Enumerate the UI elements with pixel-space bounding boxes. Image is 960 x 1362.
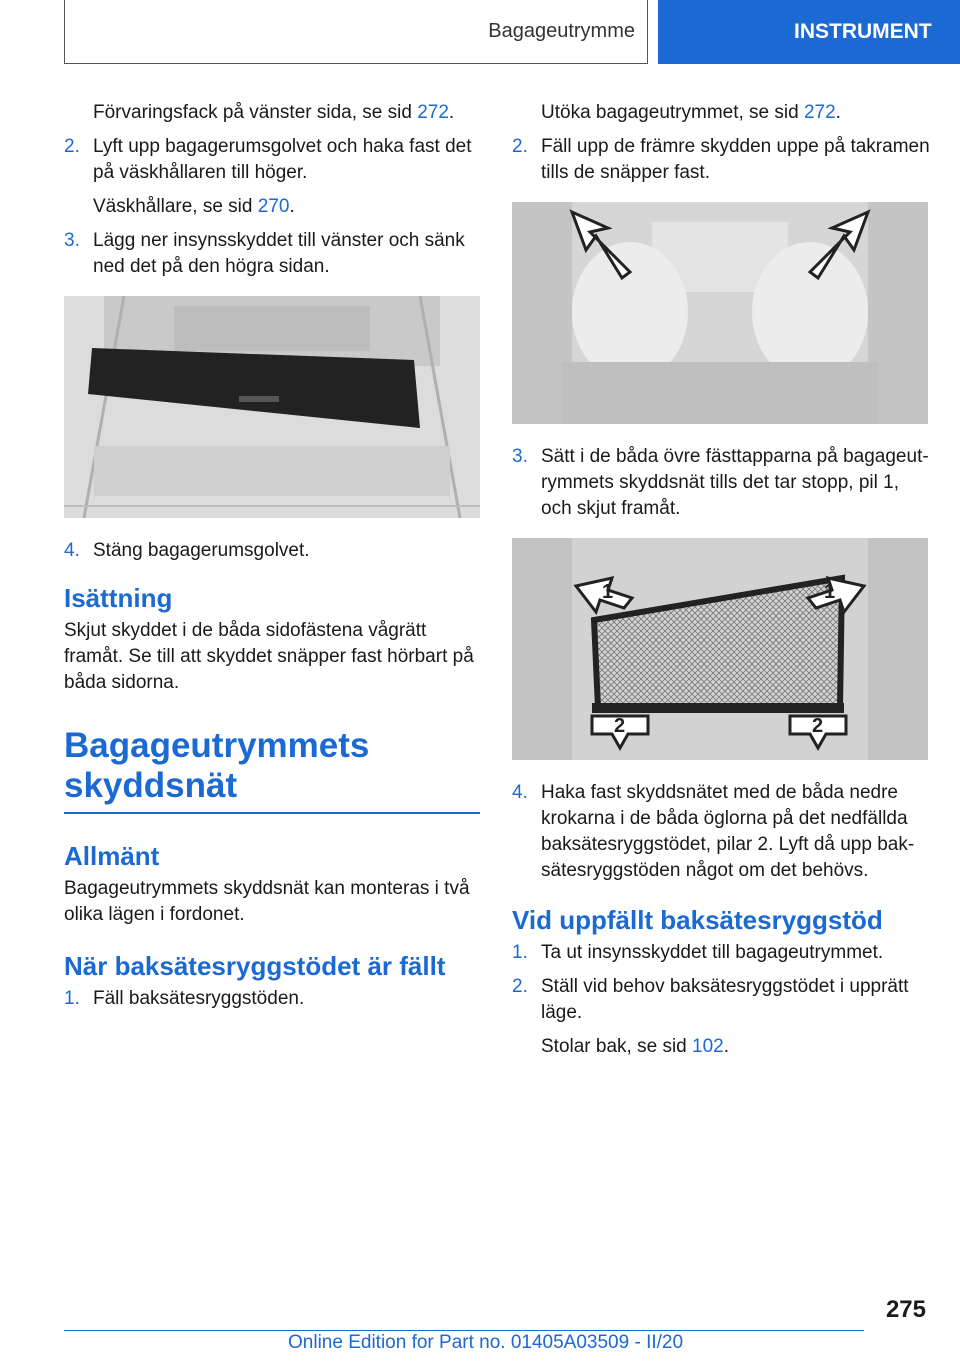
page-link[interactable]: 272 [803, 102, 836, 123]
page-number: 275 [885, 1296, 926, 1323]
net-label-1-left: 1 [602, 581, 614, 603]
step-text: Haka fast skyddsnätet med de båda nedre krokarna i de båda öglorna på det nedfällda baksätesryggstödet, pilar 2. Lyft då upp baksätesryggstöden något om det behövs. [541, 782, 915, 881]
net-label-1-right: 1 [824, 581, 836, 603]
step-2 [64, 134, 484, 186]
fallt-step-1 [64, 986, 484, 1012]
step-4 [512, 780, 932, 884]
step-text: Sätt i de båda övre fästtapparna på bagageutrymmets skyddsnät tills det tar stopp, pil 1, och skjut framåt. [541, 446, 929, 519]
step-3 [64, 228, 484, 280]
page-link[interactable]: 270 [257, 196, 290, 217]
heading-divider [64, 812, 480, 814]
step-number: 2. [512, 976, 528, 997]
step-2-reference: Väskhållare, se sid 270. [93, 196, 295, 217]
net-label-2-left: 2 [614, 715, 626, 737]
step-text: Lägg ner insynsskyddet till vänster och sänk ned det på den högra sidan. [93, 230, 465, 277]
page-link[interactable]: 272 [417, 102, 449, 123]
step-number: 1. [512, 942, 528, 963]
allmant-paragraph: Bagageutrymmets skyddsnät kan monteras i två olika lägen i fordonet. [64, 878, 470, 925]
net-installation-photo [512, 538, 928, 760]
intro-paragraph: Förvaringsfack på vänster sida, se sid 272. [93, 102, 455, 123]
heading-uppfallt: Vid uppfällt baksätesryggstöd [512, 905, 883, 935]
step-2 [512, 134, 932, 186]
uppfallt-step-2-reference: Stolar bak, se sid 102. [541, 1036, 730, 1057]
step-number: 3. [64, 230, 80, 251]
insattning-paragraph: Skjut skyddet i de båda sidofästena vågrätt framåt. Se till att skyddet snäpper fast hörbart på båda sidorna. [64, 620, 474, 693]
header-chapter-tab[interactable]: INSTRUMENT [658, 0, 960, 64]
step-3 [512, 444, 932, 522]
cabin-roof-covers-photo [512, 202, 928, 424]
step-text: Ta ut insynsskyddet till bagageutrymmet. [541, 942, 884, 963]
step-4 [64, 538, 484, 564]
step-number: 4. [512, 782, 528, 803]
step-number: 2. [512, 136, 528, 157]
net-label-2-right: 2 [812, 715, 824, 737]
heading-insattning: Isättning [64, 583, 173, 613]
edition-footer: Online Edition for Part no. 01405A03509 - II/20 [288, 1332, 684, 1353]
footer-divider [64, 1330, 864, 1331]
page-link[interactable]: 102 [692, 1036, 724, 1057]
uppfallt-step-1 [512, 940, 932, 966]
step-text: Stäng bagagerumsgolvet. [93, 540, 310, 561]
step-text: Fäll upp de främre skydden uppe på takramen tills de snäpper fast. [541, 136, 930, 183]
step-number: 4. [64, 540, 80, 561]
heading-fallt: När baksätesryggstödet är fällt [64, 951, 446, 981]
step-number: 2. [64, 136, 80, 157]
heading-main: Bagageutrymmets skyddsnät [64, 726, 370, 805]
intro-paragraph: Utöka bagageutrymmet, se sid 272. [541, 102, 841, 123]
step-text: Ställ vid behov baksätesryggstödet i upprätt läge. [541, 976, 909, 1023]
step-text: Fäll baksätesryggstöden. [93, 988, 305, 1009]
header-section-title: Bagageutrymme [64, 0, 648, 64]
right-column [512, 100, 932, 1068]
trunk-cover-photo [64, 296, 480, 518]
step-number: 1. [64, 988, 80, 1009]
uppfallt-step-2 [512, 974, 932, 1026]
heading-allmant: Allmänt [64, 841, 160, 871]
step-number: 3. [512, 446, 528, 467]
left-column [64, 100, 484, 1020]
step-text: Lyft upp bagagerumsgolvet och haka fast det på väskhållaren till höger. [93, 136, 472, 183]
